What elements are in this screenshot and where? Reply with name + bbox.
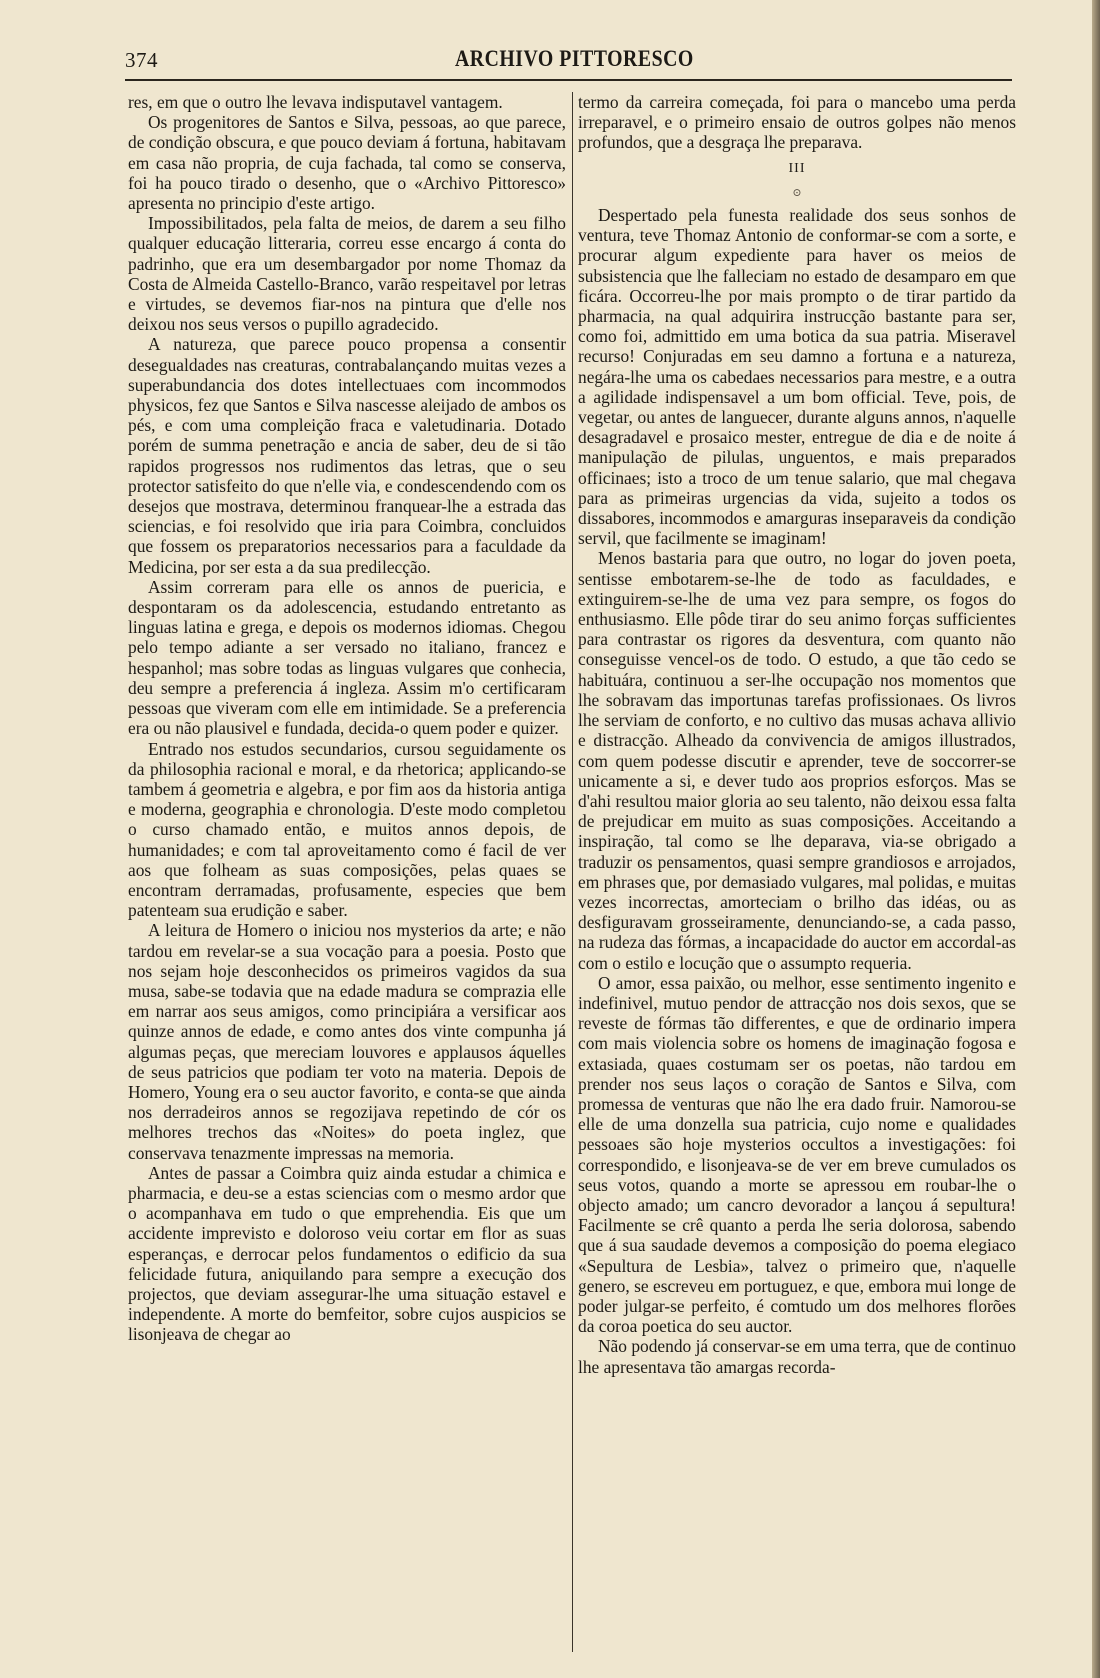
section-ornament: ⊙ [792,186,802,199]
page-edge-shadow [1092,0,1100,1678]
paragraph: res, em que o outro lhe levava indisputavel vantagem. [128,92,503,112]
paragraph: A leitura de Homero o iniciou nos mysterios da arte; e não tardou em revelar-se a sua vocação para a poesia. Posto que nos sejam hoje desconhecidos os primeiros vagidos da sua musa, sabe-se todavia que na edade madura se comprazia elle em narrar aos seus amigos, como principiára a versificar aos quinze annos de edade, e como antes dos vinte compunha já algumas peças, que mereciam louvores e applausos áquelles de seus patricios que podiam ter voto na materia. Depois de Homero, Young era o seu auctor favorito, e conta-se que ainda nos derradeiros annos se regozijava repetindo de cór os melhores trechos das «Noites» do poeta inglez, que conservava tenazmente impressas na memoria. [128,920,566,1163]
column-divider [572,92,573,1652]
paragraph: Menos bastaria para que outro, no logar do joven poeta, sentisse embotarem-se-lhe de todo as faculdades, e extinguirem-se-lhe de uma vez para sempre, os fogos do enthusiasmo. Elle pôde tirar do seu animo forças sufficientes para contrastar os rigores da desventura, com quanto não conseguisse vencel-os de todo. O estudo, a que tão cedo se habituára, continuou a ser-lhe occupação nos momentos que lhe sobravam das importunas tarefas profissionaes. Os livros lhe serviam de conforto, e no cultivo das musas achava allivio e distracção. Alheado da convivencia de amigos illustrados, com quem podesse discutir e aprender, teve de soccorrer-se unicamente a si, e dever tudo aos proprios esforços. Mas se d'ahi resultou maior gloria ao seu talento, não deixou essa falta de prejudicar em muito as suas composições. Acceitando a inspiração, tal como se lhe deparava, via-se obrigado a traduzir os pensamentos, quasi sempre grandiosos e arrojados, em phrases que, por demasiado vulgares, mal polidas, e muitas vezes incorrectas, amorteciam o brilho das idéas, ou as desfiguravam grosseiramente, denunciando-se, a cada passo, na rudeza das fórmas, a incapacidade do auctor em accordal-as com o estilo e locução que o assumpto requeria. [578,548,1016,973]
left-column [128,92,566,1345]
paragraph: termo da carreira começada, foi para o mancebo uma perda irreparavel, e o primeiro ensaio de outros golpes não menos profundos, que a desgraça lhe preparava. [578,92,1016,153]
header-rule [125,79,1012,81]
paragraph: Não podendo já conservar-se em uma terra, que de continuo lhe apresentava tão amargas recorda- [578,1336,1016,1377]
running-title: ARCHIVO PITTORESCO [455,46,694,71]
page-number: 374 [125,48,158,72]
paragraph: Antes de passar a Coimbra quiz ainda estudar a chimica e pharmacia, e deu-se a estas sciencias com o mesmo ardor que o acompanhava em tudo o que emprehendia. Eis que um accidente imprevisto e doloroso veiu cortar em flor as suas esperanças, e derrocar pelos fundamentos o edificio da sua felicidade futura, aniquilando para sempre a execução dos projectos, que deviam assegurar-lhe uma situação estavel e independente. A morte do bemfeitor, sobre cujos auspicios se lisonjeava de chegar ao [128,1162,566,1345]
paragraph: Impossibilitados, pela falta de meios, de darem a seu filho qualquer educação litteraria, correu esse encargo á conta do padrinho, que era um desembargador por nome Thomaz da Costa de Almeida Castello-Branco, varão respeitavel por letras e virtudes, se devemos fiar-nos na pintura que d'elle nos deixou nos seus versos o pupillo agradecido. [128,213,566,335]
paragraph: Despertado pela funesta realidade dos seus sonhos de ventura, teve Thomaz Antonio de conformar-se com a sorte, e procurar algum expediente para haver os meios de subsistencia que lhe falleciam no estado de desamparo em que ficára. Occorreu-lhe por mais prompto o de tirar partido da pharmacia, na qual adquirira instrucção bastante para ser, como foi, admittido em uma botica da sua patria. Miseravel recurso! Conjuradas em seu damno a fortuna e a natureza, negára-lhe uma os cabedaes necessarios para mestre, e a outra a agilidade indispensavel a um bom official. Teve, pois, de vegetar, ou antes de languecer, durante alguns annos, n'aquelle desagradavel e prosaico mester, entregue de dia e de noite á manipulação de pilulas, unguentos, e mais preparados officinaes; isto a troco de um tenue salario, que mal chegava para as primeiras urgencias da vida, sujeito a todos os dissabores, incommodos e amarguras inseparaveis da condição servil, que facilmente se imaginam! [578,205,1016,549]
running-header [125,46,1012,76]
paragraph: Entrado nos estudos secundarios, cursou seguidamente os da philosophia racional e moral, e da rhetorica; applicando-se tambem á geometria e algebra, e por fim aos da historia antiga e moderna, geographia e chronologia. D'este modo completou o curso chamado então, e muitos annos depois, de humanidades; e com tal aproveitamento como é facil de ver aos que folheam as suas composições, pelas quaes se encontram derramadas, profusamente, especies que bem patenteam sua erudição e saber. [128,738,566,921]
right-column [578,92,1016,1377]
section-numeral: III [788,160,806,176]
paragraph: Os progenitores de Santos e Silva, pessoas, ao que parece, de condição obscura, e que pouco deviam á fortuna, habitavam em casa não propria, de cuja fachada, tal como se conserva, foi ha pouco tirado o desenho, que o «Archivo Pittoresco» apresenta no principio d'este artigo. [128,112,566,214]
paragraph: Assim correram para elle os annos de puericia, e despontaram os da adolescencia, estudando entretanto as linguas latina e grega, e depois os modernos idiomas. Chegou pelo tempo adiante a ser versado no italiano, francez e hespanhol; mas sobre todas as linguas vulgares que conhecia, deu sempre a preferencia á ingleza. Assim m'o certificaram pessoas que viveram com elle em intimidade. Se a preferencia era ou não plausivel e fundada, decida-o quem poder e quizer. [128,576,566,739]
paragraph: O amor, essa paixão, ou melhor, esse sentimento ingenito e indefinivel, mutuo pendor de attracção nos dois sexos, que se reveste de fórmas tão differentes, e que de ordinario impera com mais violencia sobre os homens de imaginação fogosa e extasiada, quaes costumam ser os poetas, não tardou em prender nos seus laços o coração de Santos e Silva, com promessa de venturas que não lhe era dado fruir. Namorou-se elle de uma donzella sua patricia, cujo nome e qualidades pessoaes são hoje mysterios occultos a investigações: foi correspondido, e lisonjeava-se de ver em breve cumulados os seus votos, quando a morte se apressou em roubar-lhe o objecto amado; um cancro devorador a lançou á sepultura! Facilmente se crê quanto a perda lhe seria dolorosa, sabendo que á sua saudade devemos a composição do poema elegiaco «Sepultura de Lesbia», talvez o primeiro que, n'aquelle genero, se escreveu em portuguez, e que, embora mui longe de poder julgar-se perfeito, é comtudo um dos melhores florões da coroa poetica do seu auctor. [578,972,1016,1337]
paragraph: A natureza, que parece pouco propensa a consentir desegualdades nas creaturas, contrabalançando muitas vezes a superabundancia dos dotes intellectuaes com incommodos physicos, fez que Santos e Silva nascesse aleijado de ambos os pés, e com uma compleição fraca e valetudinaria. Dotado porém de summa penetração e ancia de saber, deu de si tão rapidos progressos nos rudimentos das letras, que o seu protector satisfeito do que n'elle via, e condescendendo com os desejos que mostrava, determinou franquear-lhe a estrada das sciencias, e foi resolvido que iria para Coimbra, concluidos que fossem os preparatorios necessarios para a faculdade da Medicina, por ser esta a da sua predilecção. [128,334,566,577]
